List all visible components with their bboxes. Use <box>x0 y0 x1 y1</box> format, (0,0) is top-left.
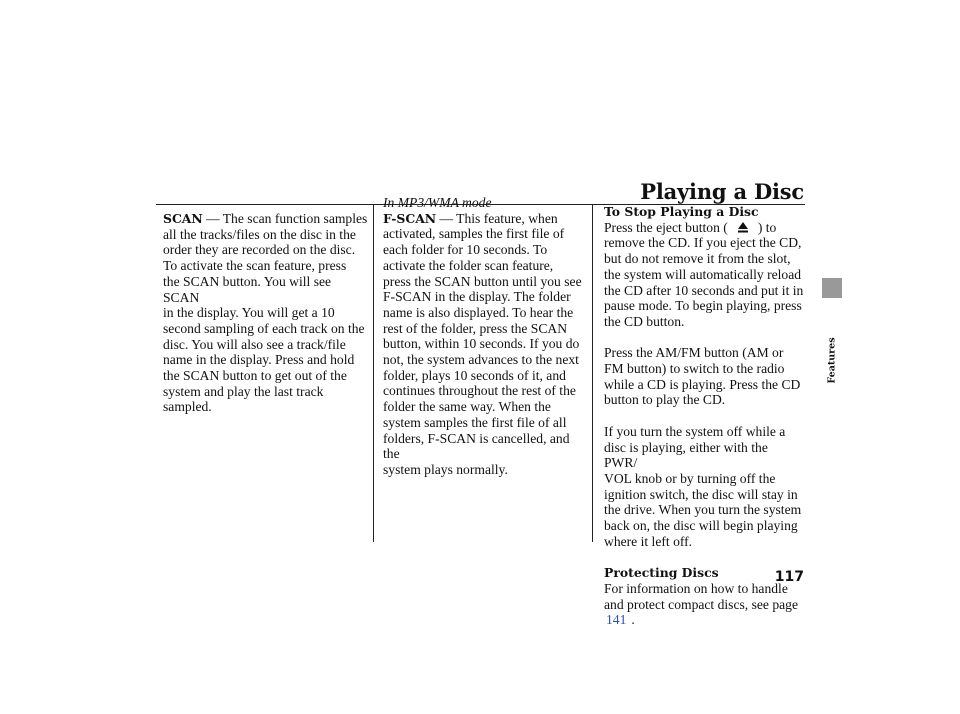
fscan-heading: F-SCAN <box>383 210 437 226</box>
text-line: This feature, when <box>456 210 558 226</box>
text-line: F-SCAN in the display. The folder <box>383 289 571 305</box>
text-line: VOL knob or by turning off the <box>604 470 776 486</box>
text-line: Press the AM/FM button (AM or <box>604 345 784 361</box>
eject-icon <box>728 221 758 233</box>
text-line: button to play the CD. <box>604 392 726 408</box>
text-line: the drive. When you turn the system <box>604 502 802 518</box>
scan-paragraph <box>163 211 369 415</box>
text-line: but do not remove it from the slot, <box>604 251 791 267</box>
chapter-label <box>812 336 852 384</box>
column-divider-2 <box>592 204 593 542</box>
scan-first-line <box>163 211 369 227</box>
text-line: continues throughout the rest of the <box>383 383 576 399</box>
text-line: each folder for 10 seconds. To <box>383 242 548 258</box>
text-line: folders, F-SCAN is cancelled, and the <box>383 430 570 462</box>
text-line: remove the CD. If you eject the CD, <box>604 235 802 251</box>
text-line: order they are recorded on the disc. <box>163 242 356 258</box>
text-segment: . <box>631 612 635 628</box>
text-line: button, within 10 seconds. If you do <box>383 336 580 352</box>
text-line: name in the display. Press and hold <box>163 352 355 368</box>
text-line: pause mode. To begin playing, press <box>604 298 802 314</box>
column-divider-1 <box>373 204 374 542</box>
page-reference-link[interactable]: 141 <box>606 612 627 628</box>
text-line: while a CD is playing. Press the CD <box>604 376 801 392</box>
text-line: the SCAN button. You will see SCAN <box>163 273 332 305</box>
text-line: The scan function samples <box>222 211 368 226</box>
protect-paragraph <box>604 581 804 628</box>
text-line: To activate the scan feature, press <box>163 258 347 274</box>
text-segment: ) to <box>757 219 777 235</box>
text-line: activate the folder scan feature, <box>383 257 554 273</box>
fscan-first-line <box>383 211 589 227</box>
text-line: FM button) to switch to the radio <box>604 361 785 377</box>
text-line: press the SCAN button until you see <box>383 273 582 289</box>
scan-heading: SCAN <box>163 211 203 226</box>
text-line: If you turn the system off while a <box>604 423 786 439</box>
text-line: system and play the last track <box>163 383 324 399</box>
text-line: not, the system advances to the next <box>383 352 579 368</box>
text-line: folder the same way. When the <box>383 399 551 415</box>
stop-first-line <box>604 220 804 236</box>
page-number: 117 <box>774 569 804 585</box>
text-line: back on, the disc will begin playing <box>604 518 798 534</box>
mode-label: In MP3/WMA mode <box>383 195 492 210</box>
text-line: system samples the first file of all <box>383 414 567 430</box>
power-off-paragraph <box>604 424 804 550</box>
text-line: second sampling of each track on the <box>163 320 365 336</box>
text-line: rest of the folder, press the SCAN <box>383 320 568 336</box>
text-line: system plays normally. <box>383 461 508 477</box>
page-ref-line <box>604 612 804 628</box>
text-line: and protect compact discs, see page <box>604 596 799 612</box>
text-line: in the display. You will get a 10 <box>163 305 335 321</box>
text-line: the SCAN button to get out of the <box>163 368 347 384</box>
scan-dash: — <box>205 211 220 226</box>
text-line: activated, samples the first file of <box>383 226 565 242</box>
text-line: sampled. <box>163 399 212 415</box>
text-line: the CD after 10 seconds and put it in <box>604 282 804 298</box>
text-line: name is also displayed. To hear the <box>383 304 574 320</box>
text-line: where it left off. <box>604 533 693 549</box>
text-line: the CD button. <box>604 313 685 329</box>
column-scan <box>163 211 369 415</box>
text-line: disc is playing, either with the PWR/ <box>604 439 768 471</box>
text-line: disc. You will also see a track/file <box>163 336 346 352</box>
column-fscan <box>383 195 589 478</box>
chapter-label-text: Features <box>826 336 838 384</box>
section-title: Playing a Disc <box>640 179 804 204</box>
text-line: the system will automatically reload <box>604 266 802 282</box>
column-stop <box>604 204 804 628</box>
fscan-paragraph <box>383 211 589 478</box>
stop-heading: To Stop Playing a Disc <box>604 204 759 219</box>
amfm-paragraph <box>604 345 804 408</box>
chapter-tab-marker <box>822 278 842 298</box>
text-line: all the tracks/files on the disc in the <box>163 226 356 242</box>
text-line: For information on how to handle <box>604 580 788 596</box>
protect-heading: Protecting Discs <box>604 565 719 581</box>
text-segment: Press the eject button ( <box>604 219 728 235</box>
stop-paragraph <box>604 220 804 330</box>
text-line: ignition switch, the disc will stay in <box>604 486 798 502</box>
fscan-dash: — <box>439 210 453 226</box>
text-line: folder, plays 10 seconds of it, and <box>383 367 566 383</box>
